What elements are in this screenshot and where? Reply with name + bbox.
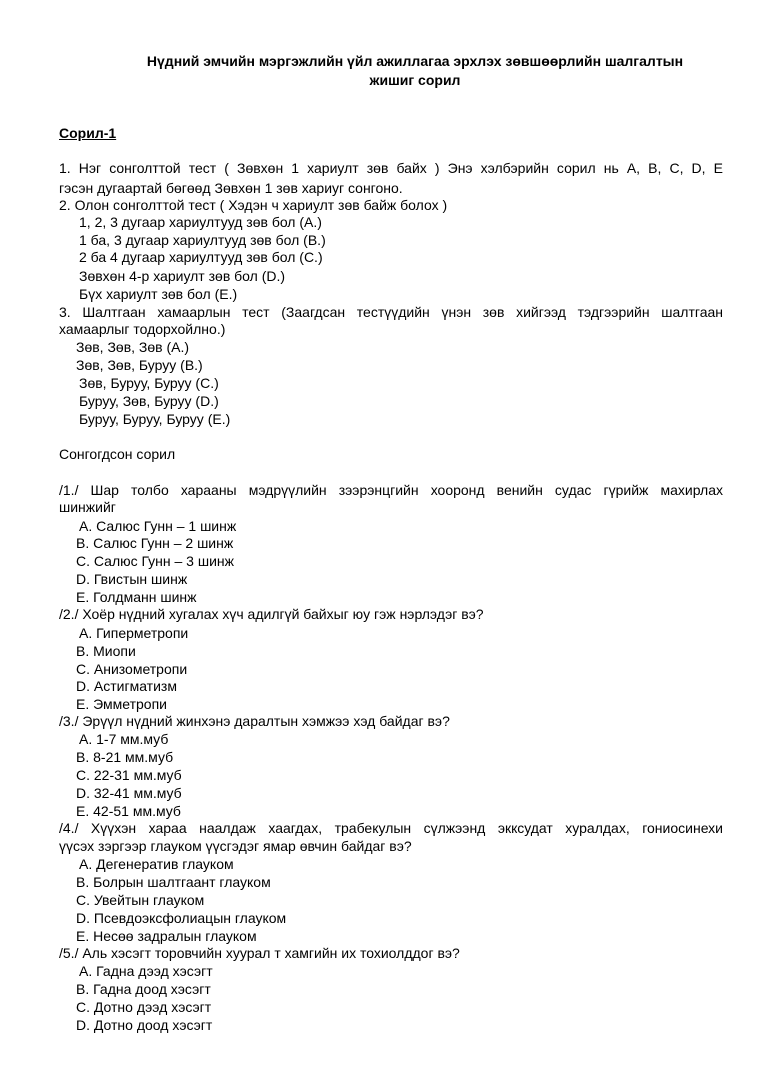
question-option: B. Миопи xyxy=(76,643,136,659)
question-option: C. 22-31 мм.муб xyxy=(76,767,182,783)
question-5-text: /5./ Аль хэсэгт торовчийн хуурал т хамгийн их тохиолддог вэ? xyxy=(59,945,460,961)
question-option: B. 8-21 мм.муб xyxy=(76,749,174,765)
item3-text-line2: хамаарлыг тодорхойлно.) xyxy=(59,321,226,337)
question-option: B. Болрын шалтгаант глауком xyxy=(76,874,271,890)
item3-option: Зөв, Зөв, Буруу (B.) xyxy=(76,357,203,373)
section-heading-soril1: Сорил-1 xyxy=(59,125,117,141)
question-option: D. Дотно доод хэсэгт xyxy=(76,1017,213,1033)
item2-option: 1, 2, 3 дугаар хариултууд зөв бол (A.) xyxy=(79,214,322,230)
item3-option: Буруу, Зөв, Буруу (D.) xyxy=(79,393,219,409)
question-1-text-line1: /1./ Шар толбо харааны мэдрүүлийн зээрэнцгийн хооронд венийн судас гүрийж махирлах xyxy=(59,482,723,498)
question-option: A. Салюс Гунн – 1 шинж xyxy=(79,518,237,534)
item3-option: Зөв, Зөв, Зөв (A.) xyxy=(76,339,190,355)
question-option: C. Дотно дээд хэсэгт xyxy=(76,999,212,1015)
item1-text-line1: 1. Нэг сонголттой тест ( Зөвхөн 1 хариулт зөв байх ) Энэ хэлбэрийн сорил нь A, B, C, D, E xyxy=(59,160,723,176)
question-3-text: /3./ Эрүүл нүдний жинхэнэ даралтын хэмжээ хэд байдаг вэ? xyxy=(59,713,450,729)
item3-option: Зөв, Буруу, Буруу (C.) xyxy=(79,375,219,391)
document-title-line1: Нүдний эмчийн мэргэжлийн үйл ажиллагаа эрхлэх зөвшөөрлийн шалгалтын xyxy=(146,53,684,69)
question-option: A. Гиперметропи xyxy=(79,625,189,641)
item2-option: 2 ба 4 дугаар хариултууд зөв бол (C.) xyxy=(79,249,323,265)
question-option: C. Салюс Гунн – 3 шинж xyxy=(76,553,234,569)
question-option: D. Гвистын шинж xyxy=(76,571,188,587)
item2-option: Зөвхөн 4-р хариулт зөв бол (D.) xyxy=(79,268,286,284)
question-option: E. 42-51 мм.муб xyxy=(76,803,181,819)
item2-text-line1: 2. Олон сонголттой тест ( Хэдэн ч хариулт зөв байж болох ) xyxy=(59,197,448,213)
question-4-text-line2: үүсэх зэргээр глауком үүсгэдэг ямар өвчин байдаг вэ? xyxy=(59,838,412,854)
item3-option: Буруу, Буруу, Буруу (E.) xyxy=(79,411,231,427)
document-title-line2: жишиг сорил xyxy=(369,72,461,88)
question-4-text-line1: /4./ Хүүхэн хараа наалдаж хаагдах, трабекулын сүлжээнд эккcудат хуралдах, гониосинехи xyxy=(59,820,723,836)
question-option: D. Астигматизм xyxy=(76,678,177,694)
question-option: A. Гадна дээд хэсэгт xyxy=(79,963,213,979)
question-option: C. Анизометропи xyxy=(76,661,188,677)
question-option: B. Гадна доод хэсэгт xyxy=(76,981,211,997)
question-option: A. Дегенератив глауком xyxy=(79,856,234,872)
question-1-text-line2: шинжийг xyxy=(59,499,116,515)
question-option: E. Несөө задралын глауком xyxy=(76,928,257,944)
question-option: B. Салюс Гунн – 2 шинж xyxy=(76,535,234,551)
question-option: E. Эмметропи xyxy=(76,696,167,712)
question-option: D. 32-41 мм.муб xyxy=(76,785,182,801)
item2-option: 1 ба, 3 дугаар хариултууд зөв бол (B.) xyxy=(79,232,326,248)
item1-text-line2: гэсэн дугаартай бөгөөд Зөвхөн 1 зөв хариуг сонгоно. xyxy=(59,180,403,196)
question-option: E. Голдманн шинж xyxy=(76,589,197,605)
question-2-text: /2./ Хоёр нүдний хугалах хүч адилгүй байхыг юу гэж нэрлэдэг вэ? xyxy=(59,606,484,622)
section-heading-selected: Сонгогдсон сорил xyxy=(59,446,176,462)
question-option: C. Увейтын глауком xyxy=(76,892,205,908)
item3-text-line1: 3. Шалтгаан хамаарлын тест (Заагдсан тестүүдийн үнэн зөв хийгээд тэдгээрийн шалтгаан xyxy=(59,304,723,320)
item2-option: Бүх хариулт зөв бол (E.) xyxy=(79,286,238,302)
question-option: A. 1-7 мм.муб xyxy=(79,731,169,747)
question-option: D. Псевдоэксфолиацын глауком xyxy=(76,910,287,926)
